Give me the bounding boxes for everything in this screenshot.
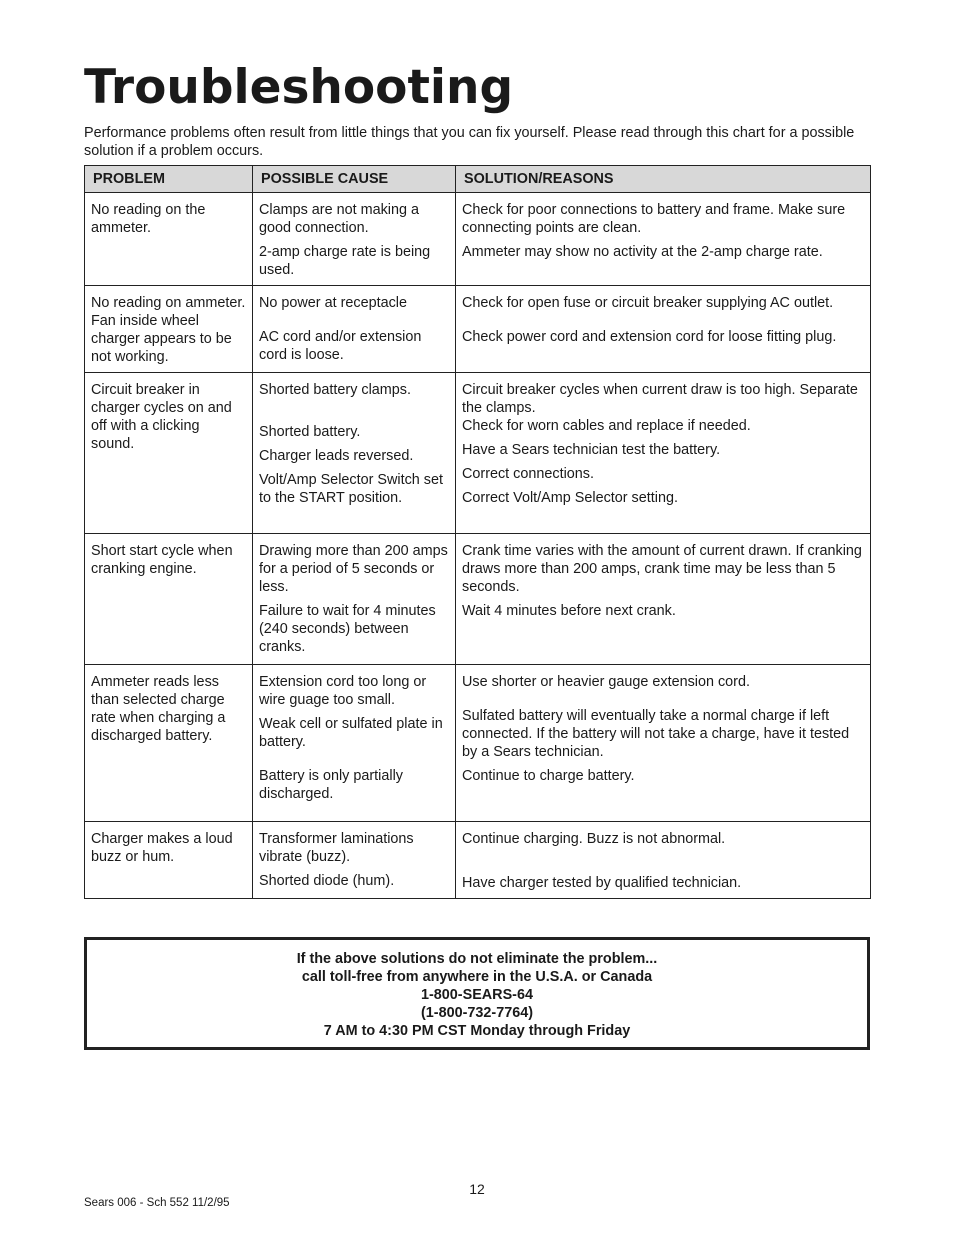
table-row: [85, 373, 871, 534]
possible-cause-item: AC cord and/or extension cord is loose.: [259, 329, 422, 363]
possible-cause-item: 2-amp charge rate is being used.: [259, 244, 431, 278]
problem-text: Short start cycle when cranking engine.: [91, 543, 233, 577]
callout-line: 7 AM to 4:30 PM CST Monday through Friday: [323, 1023, 631, 1039]
table-row: [85, 822, 871, 899]
problem-cell: [85, 665, 253, 822]
problem-cell: [85, 286, 253, 373]
table-row: [85, 286, 871, 373]
solution-cell: [456, 665, 871, 822]
callout-line: call toll-free from anywhere in the U.S.A. or Canada: [301, 969, 653, 985]
header-solution-reasons: SOLUTION/REASONS: [456, 166, 871, 193]
solution-cell: [456, 373, 871, 534]
possible-cause-item: Transformer laminations vibrate (buzz).: [259, 831, 414, 865]
problem-text: Ammeter reads less than selected charge rate when charging a discharged battery.: [91, 674, 226, 744]
solution-cell: [456, 822, 871, 899]
callout-line: 1-800-SEARS-64: [421, 987, 533, 1003]
contact-callout-box: [84, 937, 870, 1050]
possible-cause-item: Volt/Amp Selector Switch set to the START position.: [259, 472, 443, 506]
header-possible-cause: POSSIBLE CAUSE: [253, 166, 456, 193]
table-row: [85, 193, 871, 286]
footer-code: Sears 006 - Sch 552 11/2/95: [84, 1197, 230, 1209]
possible-cause-item: Shorted battery.: [259, 424, 361, 440]
page-number: 12: [469, 1181, 485, 1197]
callout-line: (1-800-732-7764): [421, 1005, 533, 1021]
table-row: [85, 534, 871, 665]
solution-item: Crank time varies with the amount of current drawn. If cranking draws more than 200 amps, crank time may be less than 5 seconds.: [462, 543, 862, 595]
possible-cause-item: Battery is only partially discharged.: [259, 768, 403, 802]
troubleshooting-table: [84, 165, 871, 899]
problem-text: Circuit breaker in charger cycles on and off with a clicking sound.: [91, 382, 232, 452]
solution-item: Continue charging. Buzz is not abnormal.: [462, 831, 726, 847]
solution-item: Check power cord and extension cord for loose fitting plug.: [462, 329, 837, 345]
possible-cause-cell: [253, 822, 456, 899]
intro-text: Performance problems often result from little things that you can fix yourself. Please read through this chart for a possible solution if a problem occurs.: [84, 125, 855, 159]
solution-item: Check for open fuse or circuit breaker supplying AC outlet.: [462, 295, 834, 311]
table-body: [85, 193, 871, 899]
possible-cause-cell: [253, 665, 456, 822]
possible-cause-item: Charger leads reversed.: [259, 448, 414, 464]
problem-cell: [85, 534, 253, 665]
solution-cell: [456, 286, 871, 373]
possible-cause-item: Weak cell or sulfated plate in battery.: [259, 716, 443, 750]
possible-cause-item: Shorted battery clamps.: [259, 382, 411, 398]
possible-cause-item: Extension cord too long or wire guage too small.: [259, 674, 427, 708]
possible-cause-item: Clamps are not making a good connection.: [259, 202, 419, 236]
problem-cell: [85, 193, 253, 286]
contact-callout-text: [87, 940, 867, 1040]
solution-item: Wait 4 minutes before next crank.: [462, 603, 676, 619]
solution-item: Ammeter may show no activity at the 2-amp charge rate.: [462, 244, 823, 260]
possible-cause-item: Failure to wait for 4 minutes (240 seconds) between cranks.: [259, 603, 436, 655]
possible-cause-cell: [253, 286, 456, 373]
possible-cause-item: Shorted diode (hum).: [259, 873, 395, 889]
possible-cause-item: No power at receptacle: [259, 295, 407, 311]
possible-cause-item: Drawing more than 200 amps for a period of 5 seconds or less.: [259, 543, 448, 595]
solution-item: Use shorter or heavier gauge extension cord.: [462, 674, 750, 690]
problem-text: Charger makes a loud buzz or hum.: [91, 831, 233, 865]
problem-cell: [85, 822, 253, 899]
solution-item: Circuit breaker cycles when current draw is too high. Separate the clamps. Check for worn cables and replace if needed.: [462, 382, 858, 434]
callout-line: If the above solutions do not eliminate the problem...: [296, 951, 658, 967]
page-title: Troubleshooting: [84, 60, 514, 115]
header-problem: PROBLEM: [85, 166, 253, 193]
table-row: [85, 665, 871, 822]
table-header-row: [85, 166, 871, 193]
solution-item: Correct connections.: [462, 466, 594, 482]
possible-cause-cell: [253, 193, 456, 286]
solution-item: Continue to charge battery.: [462, 768, 635, 784]
solution-item: Have charger tested by qualified technician.: [462, 875, 742, 891]
problem-cell: [85, 373, 253, 534]
solution-item: Sulfated battery will eventually take a normal charge if left connected. If the battery will not take a charge, have it tested by a Sears technician.: [462, 708, 850, 760]
problem-text: No reading on the ammeter.: [91, 202, 206, 236]
solution-item: Check for poor connections to battery and frame. Make sure connecting points are clean.: [462, 202, 846, 236]
possible-cause-cell: [253, 373, 456, 534]
solution-item: Correct Volt/Amp Selector setting.: [462, 490, 678, 506]
possible-cause-cell: [253, 534, 456, 665]
problem-text: No reading on ammeter. Fan inside wheel charger appears to be not working.: [91, 295, 246, 365]
solution-cell: [456, 534, 871, 665]
solution-item: Have a Sears technician test the battery.: [462, 442, 721, 458]
solution-cell: [456, 193, 871, 286]
